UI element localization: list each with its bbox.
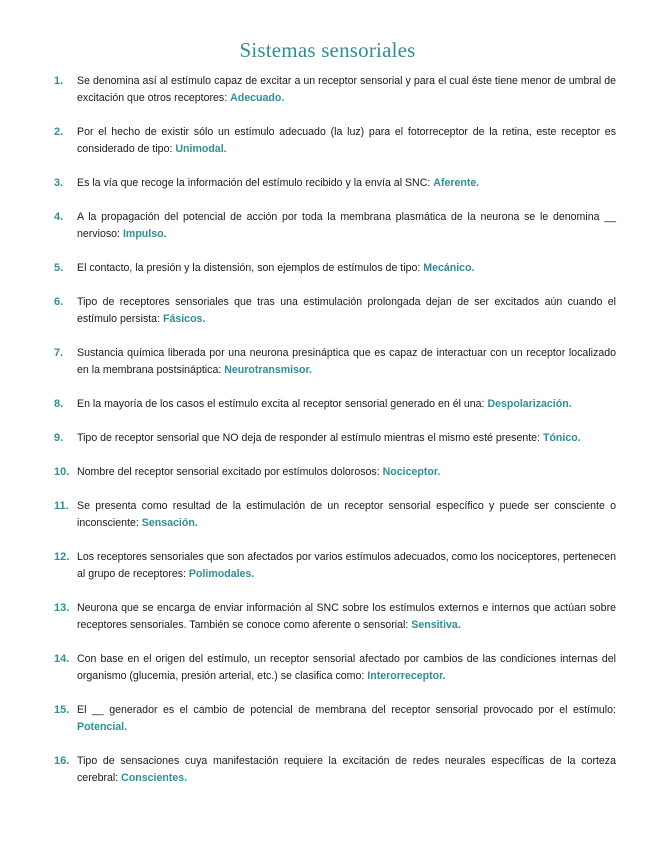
question-answer: Polimodales. — [188, 567, 255, 580]
question-text: Sustancia química liberada por una neurona presináptica que es capaz de interactuar con un receptor localizado en la membrana postsináptica: — [77, 347, 616, 376]
question-number: 6. — [54, 296, 64, 308]
question-number: 8. — [54, 398, 64, 410]
question-item — [54, 600, 616, 634]
question-number: 12. — [54, 551, 70, 563]
question-item — [54, 73, 616, 107]
question-text: Nombre del receptor sensorial excitado por estímulos dolorosos: — [77, 466, 380, 478]
question-number: 14. — [54, 653, 70, 665]
question-answer: Mecánico. — [423, 262, 475, 274]
question-text: Por el hecho de existir sólo un estímulo adecuado (la luz) para el fotorreceptor de la retina, este receptor es considerado de tipo: — [77, 126, 616, 155]
question-number: 13. — [54, 602, 70, 614]
question-number: 1. — [54, 75, 64, 87]
question-text: A la propagación del potencial de acción por toda la membrana plasmática de la neurona se le denomina __ nervioso: — [77, 211, 616, 240]
question-item — [54, 651, 616, 685]
question-answer: Neurotransmisor. — [224, 363, 312, 376]
question-answer: Potencial. — [77, 720, 128, 733]
question-answer: Aferente. — [433, 177, 480, 189]
question-answer: Fásicos. — [162, 312, 206, 325]
question-answer: Sensación. — [141, 516, 198, 529]
question-answer: Sensitiva. — [411, 618, 461, 631]
question-item — [54, 345, 616, 379]
question-text: Se presenta como resultad de la estimulación de un receptor sensorial específico y puede ser consciente o inconsciente: — [77, 500, 616, 529]
question-number: 11. — [54, 500, 69, 512]
question-item — [54, 753, 616, 787]
question-item — [54, 498, 616, 532]
question-text: El __ generador es el cambio de potencial de membrana del receptor sensorial provocado por el estímulo: — [77, 704, 616, 716]
question-answer: Impulso. — [122, 227, 167, 240]
question-answer: Unimodal. — [175, 142, 227, 155]
question-answer: Tónico. — [542, 432, 581, 444]
question-number: 2. — [54, 126, 64, 138]
question-number: 5. — [54, 262, 64, 274]
question-answer: Conscientes. — [121, 771, 188, 784]
question-text: Tipo de sensaciones cuya manifestación requiere la excitación de redes neurales específicas de la corteza cerebral: — [77, 755, 616, 784]
question-text: Con base en el origen del estímulo, un receptor sensorial afectado por cambios de las condiciones internas del organismo (glucemia, presión arterial, etc.) se clasifica como: — [77, 653, 616, 682]
page-title: Sistemas sensoriales — [239, 38, 416, 62]
question-answer: Adecuado. — [230, 91, 285, 104]
question-item — [54, 124, 616, 158]
question-answer: Nociceptor. — [382, 466, 441, 478]
question-item — [54, 294, 616, 328]
question-text: Es la vía que recoge la información del estímulo recibido y la envía al SNC: — [77, 177, 431, 189]
question-item — [54, 464, 616, 481]
question-number: 16. — [54, 755, 70, 767]
question-text: Se denomina así al estímulo capaz de excitar a un receptor sensorial y para el cual éste tiene menor de umbral de excitación que otros receptores: — [77, 75, 616, 104]
question-item — [54, 396, 616, 413]
question-item — [54, 549, 616, 583]
question-number: 10. — [54, 466, 70, 478]
question-number: 4. — [54, 211, 64, 223]
question-text: Tipo de receptores sensoriales que tras una estimulación prolongada dejan de ser excitados aún cuando el estímulo persista: — [77, 296, 616, 325]
question-item — [54, 175, 616, 192]
question-number: 7. — [54, 347, 64, 359]
question-item — [54, 430, 616, 447]
question-text: Tipo de receptor sensorial que NO deja de responder al estímulo mientras el mismo esté presente: — [77, 432, 541, 444]
question-text: En la mayoría de los casos el estímulo excita al receptor sensorial generado en él una: — [77, 398, 485, 410]
question-number: 9. — [54, 432, 64, 444]
question-list — [54, 73, 616, 804]
question-text: Los receptores sensoriales que son afectados por varios estímulos adecuados, como los nociceptores, pertenecen al grupo de receptores: — [77, 551, 616, 580]
question-text: El contacto, la presión y la distensión, son ejemplos de estímulos de tipo: — [77, 262, 421, 274]
question-item — [54, 702, 616, 736]
question-answer: Despolarización. — [487, 398, 572, 410]
question-number: 3. — [54, 177, 64, 189]
question-item — [54, 209, 616, 243]
question-number: 15. — [54, 704, 70, 716]
question-answer: Interorreceptor. — [367, 669, 446, 682]
question-item — [54, 260, 616, 277]
question-text: Neurona que se encarga de enviar información al SNC sobre los estímulos externos e internos que actúan sobre receptores sensoriales. También se conoce como aferente o sensorial: — [77, 602, 616, 631]
